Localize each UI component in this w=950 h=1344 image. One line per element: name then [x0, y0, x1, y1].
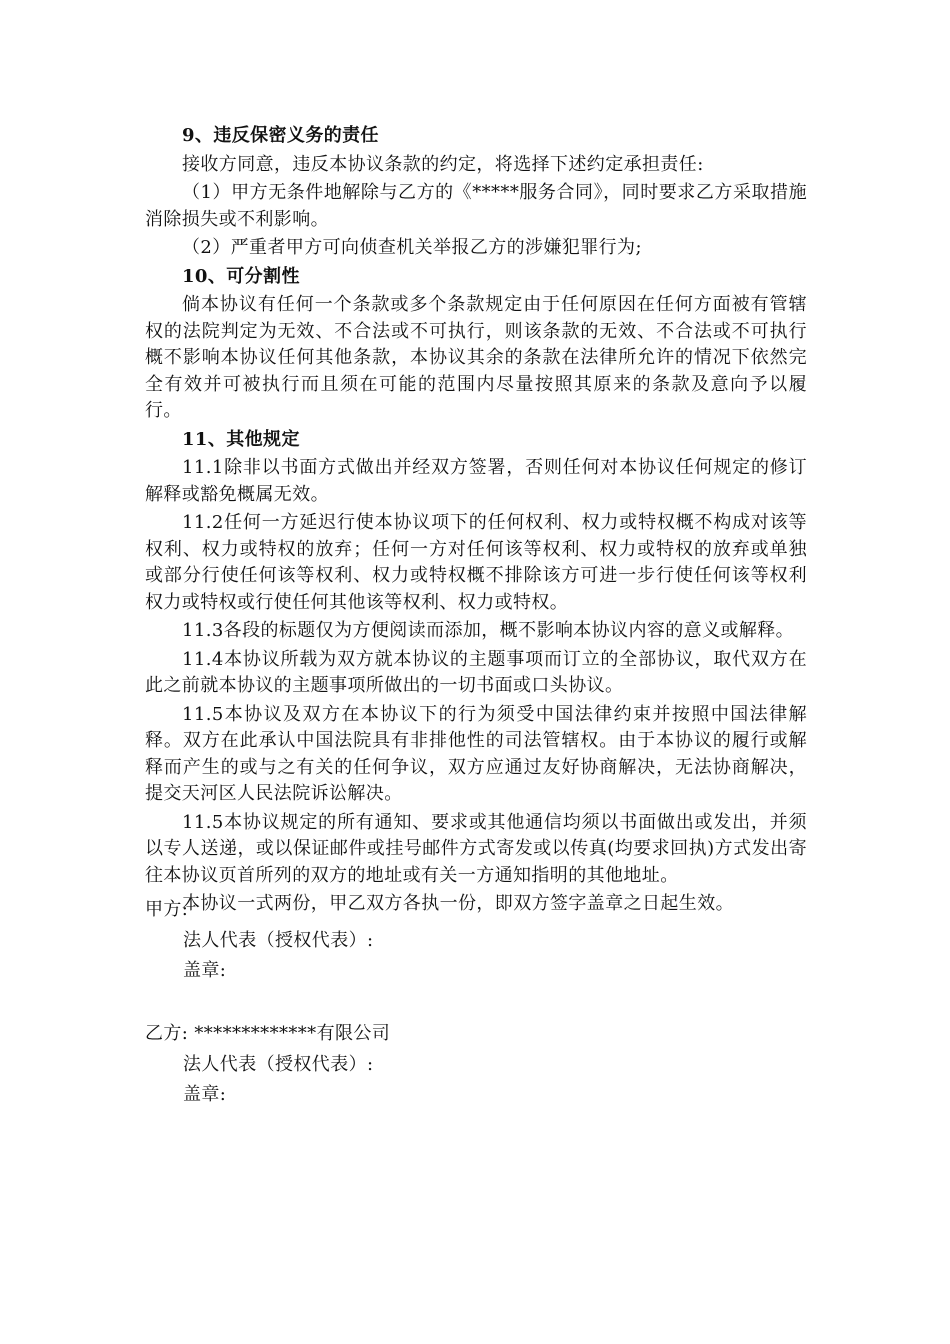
clause-11-5-law: 11.5本协议及双方在本协议下的行为须受中国法律约束并按照中国法律解释。双方在此承认中国法院具有非排他性的司法管辖权。由于本协议的履行或解释而产生的或与之有关的任何争议，双方应通过友好协商解决，无法协商解决，提交天河区人民法院诉讼解决。	[145, 703, 807, 804]
clause-11-2: 11.2任何一方延迟行使本协议项下的任何权利、权力或特权概不构成对该等权利、权力或特权的放弃；任何一方对任何该等权利、权力或特权的放弃或单独或部分行使任何该等权利、权力或特权概不排除该方可进一步行使任何该等权利权力或特权或行使任何其他该等权利、权力或特权。	[145, 512, 807, 613]
section-10-paragraph: 倘本协议有任何一个条款或多个条款规定由于任何原因在任何方面被有管辖权的法院判定为无效、不合法或不可执行，则该条款的无效、不合法或不可执行概不影响本协议任何其他条款，本协议其余的条款在法律所允许的情况下依然完全有效并可被执行而且须在可能的范围内尽量按照其原来的条款及意向予以履行。	[145, 294, 807, 421]
section-9-heading: 9、违反保密义务的责任	[182, 125, 379, 146]
party-a-label: 甲方:	[145, 899, 189, 920]
party-b-seal: 盖章:	[183, 1084, 227, 1105]
party-a-representative: 法人代表（授权代表）:	[183, 929, 374, 951]
section-11-heading: 11、其他规定	[182, 428, 300, 450]
party-a-seal: 盖章:	[183, 960, 227, 981]
section-9-item-2: （2）严重者甲方可向侦查机关举报乙方的涉嫌犯罪行为;	[182, 237, 642, 258]
clause-11-1: 11.1除非以书面方式做出并经双方签署，否则任何对本协议任何规定的修订解释或豁免概属无效。	[145, 457, 807, 505]
party-b-label: 乙方: *************有限公司	[145, 1023, 391, 1044]
agreement-body	[145, 123, 807, 920]
party-b-representative: 法人代表（授权代表）:	[183, 1053, 374, 1075]
effective-clause: 本协议一式两份，甲乙双方各执一份，即双方签字盖章之日起生效。	[182, 893, 734, 914]
party-b-signature-block	[145, 1021, 807, 1109]
section-9-item-1: （1）甲方无条件地解除与乙方的《*****服务合同》，同时要求乙方采取措施消除损失或不利影响。	[145, 182, 807, 230]
clause-11-3: 11.3各段的标题仅为方便阅读而添加，概不影响本协议内容的意义或解释。	[182, 620, 795, 641]
section-10-heading: 10、可分割性	[182, 265, 300, 287]
clause-11-4: 11.4本协议所载为双方就本协议的主题事项而订立的全部协议，取代双方在此之前就本协议的主题事项所做出的一切书面或口头协议。	[145, 648, 807, 696]
clause-11-5-notice: 11.5本协议规定的所有通知、要求或其他通信均须以书面做出或发出，并须以专人送递，或以保证邮件或挂号邮件方式寄发或以传真(均要求回执)方式发出寄往本协议页首所列的双方的地址或有关一方通知指明的其他地址。	[145, 811, 807, 886]
section-9-paragraph: 接收方同意，违反本协议条款的约定，将选择下述约定承担责任:	[182, 153, 704, 175]
party-a-signature-block	[145, 897, 807, 985]
